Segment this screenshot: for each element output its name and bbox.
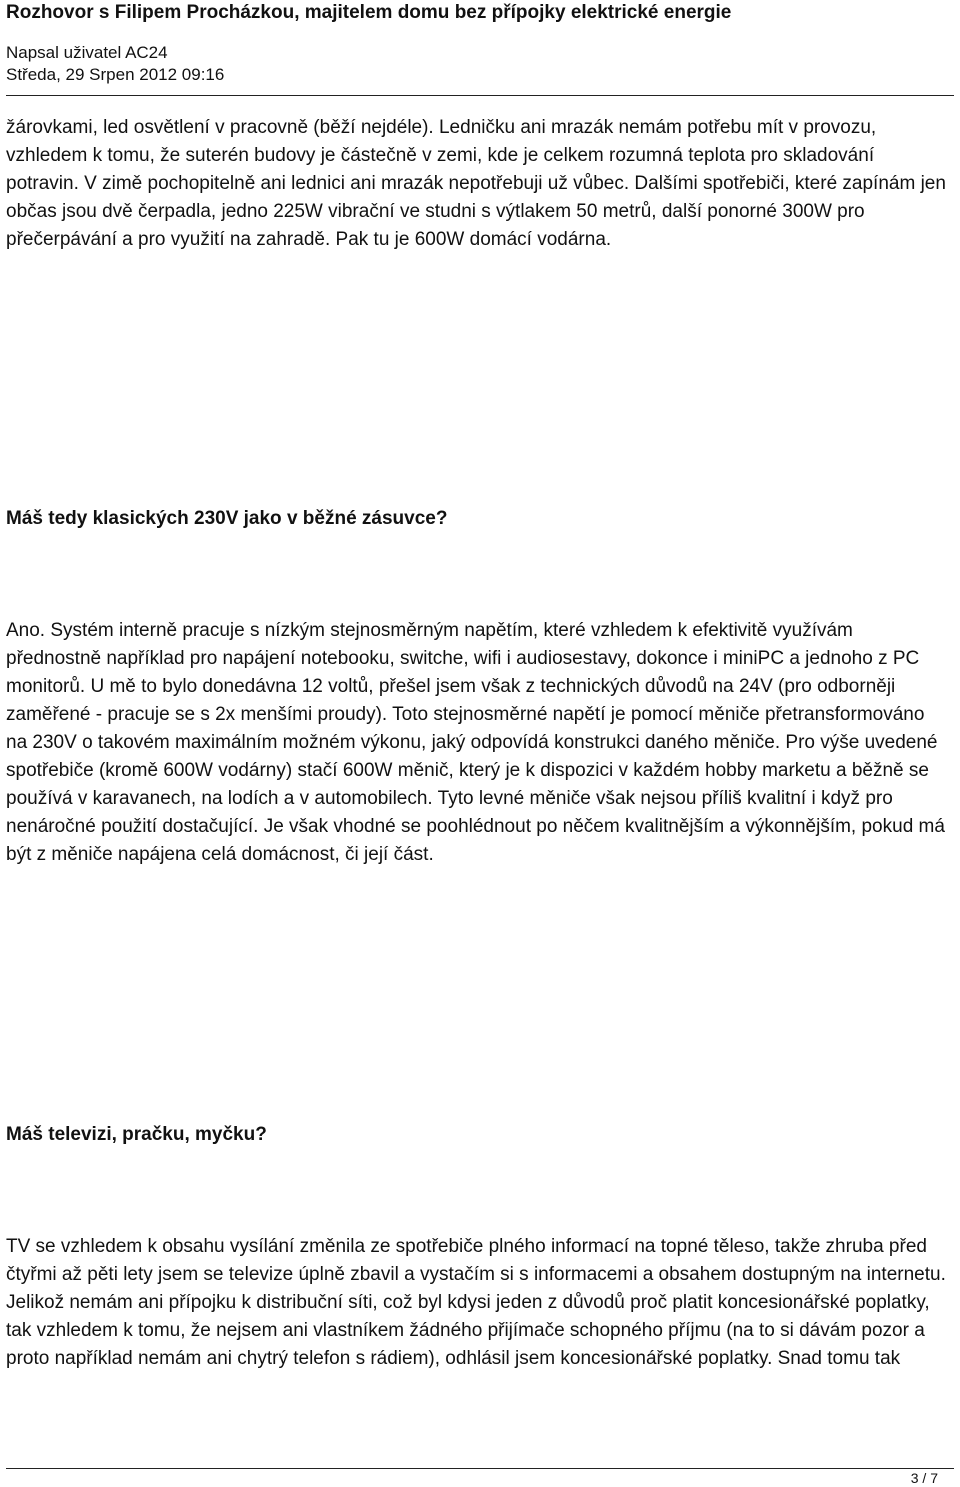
document-title: Rozhovor s Filipem Procházkou, majitelem domu bez přípojky elektrické energie: [6, 2, 732, 23]
header-divider: [6, 95, 954, 96]
author-line: Napsal uživatel AC24: [6, 43, 168, 62]
paragraph-answer-230v: Ano. Systém interně pracuje s nízkým stejnosměrným napětím, které vzhledem k efektivitě využívám přednostně například pro napájení notebooku, switche, wifi i audiosestavy, dokonce i miniPC a jednoho z PC monitorů. U mě to bylo donedávna 12 voltů, přešel jsem však z technických důvodů na 24V (pro odborněji zaměřené - pracuje se s 2x menšími proudy). Toto stejnosměrné napětí je pomocí měniče přetransformováno na 230V o takovém maximálním možném výkonu, jaký odpovídá konstrukci daného měniče. Pro výše uvedené spotřebiče (kromě 600W vodárny) stačí 600W měnič, který je k dispozici v každém hobby marketu a běžně se používá v karavanech, na lodích a v automobilech. Tyto levné měniče však nejsou příliš kvalitní i když pro nenáročné použití dostačující. Je však vhodné se poohlédnout po něčem kvalitnějším a výkonnějším, pokud má být z měniče napájena celá domácnost, či její část.: [6, 620, 945, 865]
date-line: Středa, 29 Srpen 2012 09:16: [6, 65, 225, 84]
page-number: 3 / 7: [910, 1470, 938, 1486]
article-meta: [6, 42, 224, 86]
paragraph-appliances: žárovkami, led osvětlení v pracovně (běží nejdéle). Ledničku ani mrazák nemám potřebu mít v provozu, vzhledem k tomu, že suterén budovy je částečně v zemi, kde je celkem rozumná teplota pro skladování potravin. V zimě pochopitelně ani lednici ani mrazák nepotřebuji už vůbec. Dalšími spotřebiči, které zapínám jen občas jsou dvě čerpadla, jedno 225W vibrační ve studni s výtlakem 50 metrů, další ponorné 300W pro přečerpávání a pro využití na zahradě. Pak tu je 600W domácí vodárna.: [6, 117, 946, 250]
question-230v: Máš tedy klasických 230V jako v běžné zásuvce?: [6, 508, 448, 529]
paragraph-answer-tv: TV se vzhledem k obsahu vysílání změnila ze spotřebiče plného informací na topné těleso, takže zhruba před čtyřmi až pěti lety jsem se televize úplně zbavil a vystačím si s informacemi a obsahem dostupným na internetu. Jelikož nemám ani přípojku k distribuční síti, což byl kdysi jeden z důvodů proč platit koncesionářské poplatky, tak vzhledem k tomu, že nejsem ani vlastníkem žádného přijímače schopného příjmu (na to si dávám pozor a proto například nemám ani chytrý telefon s rádiem), odhlásil jsem koncesionářské poplatky. Snad tomu tak: [6, 1236, 946, 1369]
question-tv-washer: Máš televizi, pračku, myčku?: [6, 1124, 267, 1145]
footer-divider: [6, 1468, 954, 1469]
document-header: [6, 0, 956, 26]
